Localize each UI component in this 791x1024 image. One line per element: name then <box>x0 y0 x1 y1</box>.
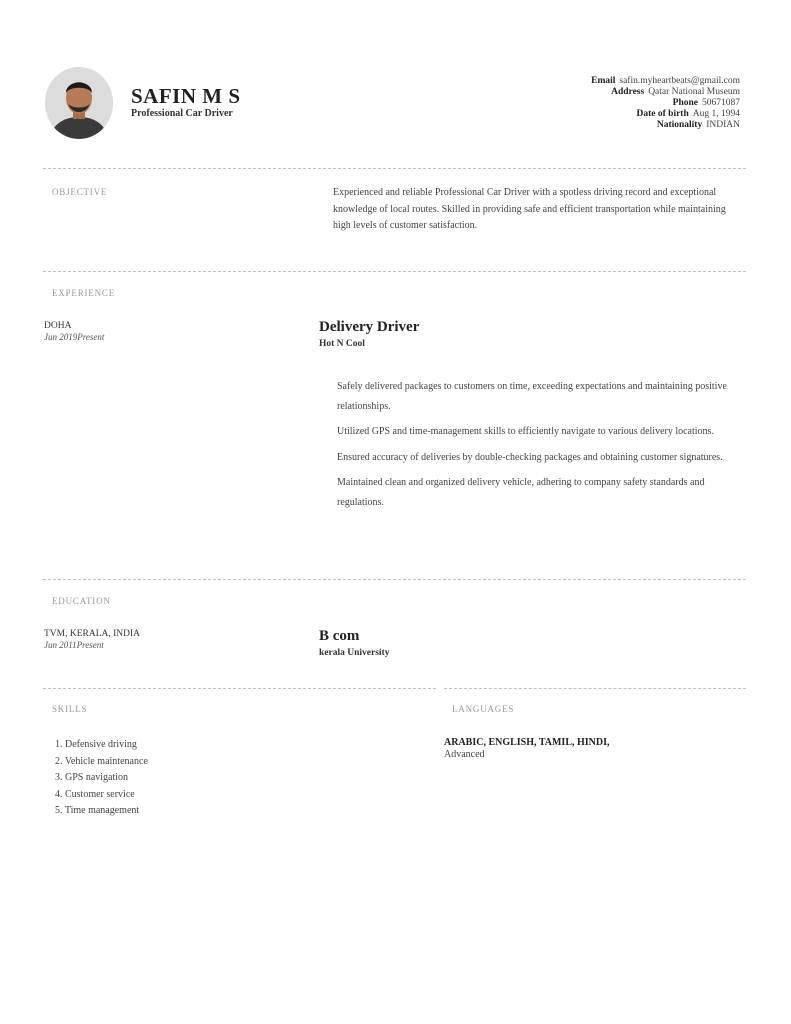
job-company: Hot N Cool <box>319 339 365 349</box>
education-city: TVM, KERALA, INDIA <box>44 629 141 639</box>
dob-value: Aug 1, 1994 <box>692 109 740 119</box>
divider <box>43 271 746 272</box>
list-item: 5. Time management <box>55 805 140 817</box>
dob-label: Date of birth <box>636 109 689 119</box>
language-level: Advanced <box>444 749 485 760</box>
job-title: Delivery Driver <box>319 319 420 335</box>
experience-city: DOHA <box>44 321 72 331</box>
contact-address-row <box>591 87 740 98</box>
list-item: Safely delivered packages to customers on time, exceeding expectations and maintaining positive relationships. <box>337 381 727 412</box>
objective-heading: OBJECTIVE <box>52 187 108 197</box>
contact-nationality-row <box>591 120 740 131</box>
divider <box>43 168 746 169</box>
degree-title: B com <box>319 628 360 644</box>
divider <box>43 579 746 580</box>
list-item: 1. Defensive driving <box>55 739 137 750</box>
divider <box>444 688 746 689</box>
skills-list <box>55 737 148 820</box>
list-item: 4. Customer service <box>55 788 135 800</box>
divider <box>43 688 436 689</box>
language-names: ARABIC, ENGLISH, TAMIL, HINDI, <box>444 737 610 748</box>
email-value: safin.myheartbeats@gmail.com <box>619 76 740 86</box>
experience-bullets <box>337 377 737 518</box>
list-item: Utilized GPS and time-management skills to efficiently navigate to various delivery locations. <box>337 426 714 437</box>
profile-photo <box>45 67 113 139</box>
experience-heading: EXPERIENCE <box>52 288 115 298</box>
list-item: 3. GPS navigation <box>55 772 129 784</box>
candidate-role: Professional Car Driver <box>131 108 233 119</box>
list-item: Maintained clean and organized delivery vehicle, adhering to company safety standards and regulations. <box>337 477 705 508</box>
phone-value: 50671087 <box>702 98 740 108</box>
experience-dates: Jun 2019Present <box>44 332 105 342</box>
languages-heading: LANGUAGES <box>452 704 515 714</box>
contact-email-row <box>591 76 740 87</box>
nationality-value: INDIAN <box>706 120 740 130</box>
school-name: kerala University <box>319 648 390 658</box>
profile-photo-art <box>45 67 113 139</box>
email-label: Email <box>591 76 616 86</box>
address-value: Qatar National Museum <box>648 87 740 97</box>
list-item: 2. Vehicle maintenance <box>55 755 148 767</box>
contact-block <box>591 76 740 131</box>
contact-phone-row <box>591 98 740 109</box>
education-heading: EDUCATION <box>52 596 111 606</box>
address-label: Address <box>611 87 645 97</box>
skills-heading: SKILLS <box>52 704 88 714</box>
nationality-label: Nationality <box>656 120 703 130</box>
education-dates: Jun 2011Present <box>44 640 104 650</box>
candidate-name: SAFIN M S <box>131 84 241 108</box>
contact-dob-row <box>591 109 740 120</box>
objective-text: Experienced and reliable Professional Car Driver with a spotless driving record and exceptional knowledge of local routes. Skilled in providing safe and efficient transportation while maintaining high levels of customer satisfaction. <box>333 187 726 231</box>
phone-label: Phone <box>672 98 698 108</box>
list-item: Ensured accuracy of deliveries by double-checking packages and obtaining customer signatures. <box>337 451 723 463</box>
